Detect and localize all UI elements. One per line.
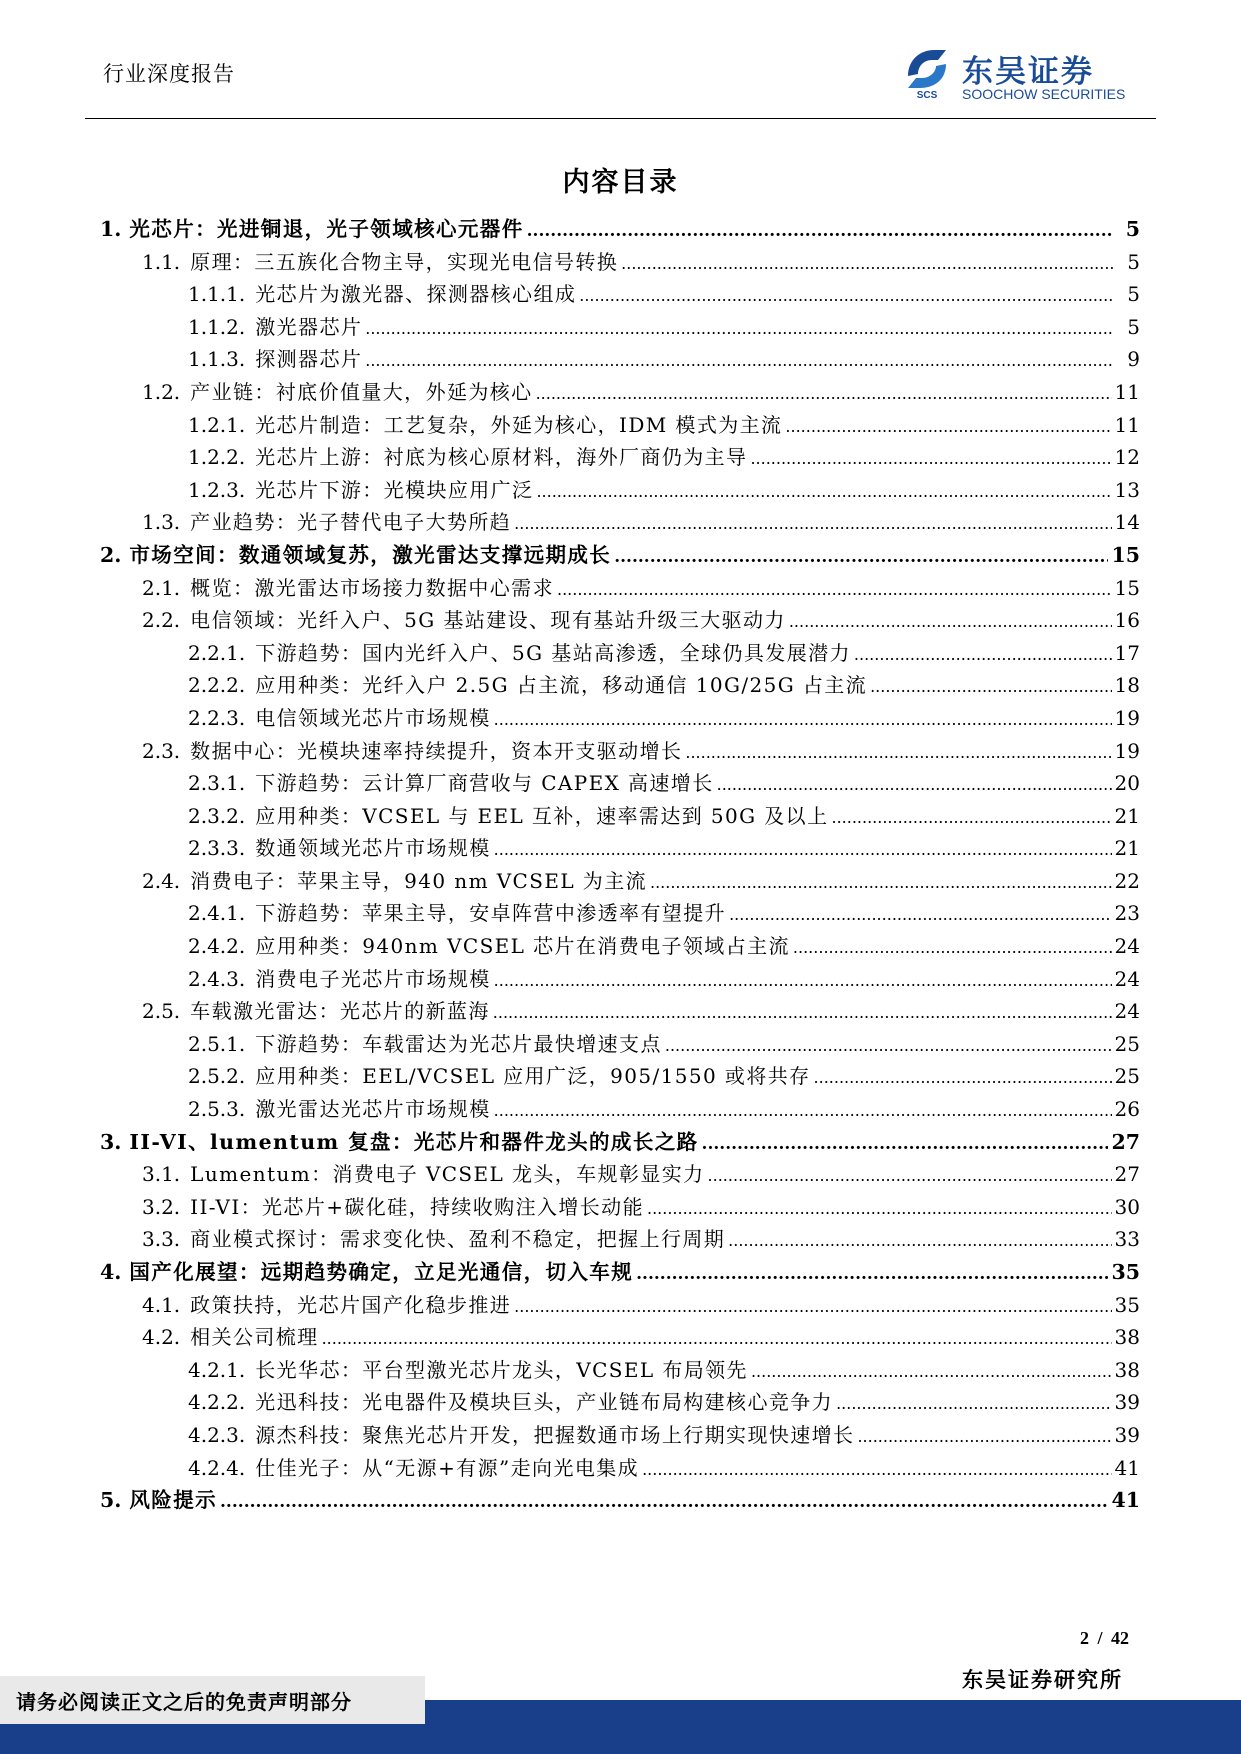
- toc-entry-title: 光芯片为激光器、探测器核心组成: [255, 282, 577, 307]
- toc-leader-dots: [751, 1356, 1112, 1389]
- toc-leader-dots: [789, 606, 1112, 639]
- toc-title: 内容目录: [562, 167, 679, 198]
- toc-entry-number: 4.2.: [142, 1325, 181, 1350]
- toc-entry-number: 4.2.3.: [188, 1422, 246, 1447]
- toc-entry-number: 5.: [100, 1488, 122, 1513]
- toc-entry-title: 风险提示: [129, 1488, 218, 1513]
- toc-entry-number: 1.2.: [142, 379, 181, 404]
- toc-leader-dots: [785, 411, 1111, 444]
- toc-entry-title: 仕佳光子：从“无源+有源”走向光电集成: [255, 1455, 640, 1480]
- toc-entry-number: 3.: [100, 1129, 122, 1154]
- toc-entry-page: 27: [1114, 1162, 1140, 1187]
- toc-leader-dots: [493, 997, 1112, 1030]
- toc-entry[interactable]: [100, 1484, 1140, 1517]
- toc-entry-number: 2.2.3.: [188, 705, 246, 730]
- toc-entry-number: 1.1.3.: [188, 347, 246, 372]
- disclaimer-text: 请务必阅读正文之后的免责声明部分: [16, 1689, 352, 1714]
- toc-entry-title: 电信领域：光纤入户、5G 基站建设、现有基站升级三大驱动力: [190, 608, 786, 633]
- toc-leader-dots: [494, 965, 1112, 998]
- toc-leader-dots: [494, 1095, 1112, 1128]
- toc-entry-number: 4.: [100, 1260, 122, 1284]
- toc-entry-number: 2.5.2.: [188, 1064, 246, 1089]
- toc-leader-dots: [854, 639, 1112, 672]
- toc-entry-number: 3.3.: [142, 1227, 181, 1252]
- toc-entry[interactable]: [100, 409, 1140, 442]
- toc-leader-dots: [365, 313, 1113, 346]
- toc-entry-number: 1.2.1.: [188, 412, 246, 437]
- toc-entry-title: 产业趋势：光子替代电子大势所趋: [190, 510, 512, 535]
- toc-entry-title: 光芯片：光进铜退，光子领域核心元器件: [129, 217, 524, 241]
- toc-entry[interactable]: [100, 963, 1140, 996]
- toc-entry-number: 2.3.1.: [188, 771, 246, 796]
- toc-leader-dots: [322, 1323, 1112, 1356]
- toc-entry-title: 国产化展望：远期趋势确定，立足光通信，切入车规: [129, 1260, 634, 1284]
- toc-entry-title: 下游趋势：国内光纤入户、5G 基站高渗透，全球仍具发展潜力: [255, 640, 851, 665]
- toc-entry[interactable]: [100, 604, 1140, 637]
- logo-chinese-name: 东吴证券: [962, 54, 1094, 90]
- toc-entry[interactable]: [100, 995, 1140, 1028]
- toc-entry-number: 4.2.4.: [188, 1455, 246, 1480]
- toc-entry-page: 19: [1114, 705, 1140, 730]
- company-logo: [902, 46, 1152, 108]
- toc-entry-page: 11: [1114, 379, 1140, 404]
- toc-entry-title: 产业链：衬底价值量大，外延为核心: [190, 379, 533, 404]
- toc-entry-title: 源杰科技：聚焦光芯片开发，把握数通市场上行期实现快速增长: [255, 1422, 855, 1447]
- toc-entry[interactable]: [100, 1126, 1140, 1159]
- toc-entry[interactable]: [100, 767, 1140, 800]
- toc-entry-title: 探测器芯片: [255, 347, 363, 372]
- toc-entry[interactable]: [100, 1093, 1140, 1126]
- toc-leader-dots: [614, 541, 1108, 574]
- toc-entry-title: 数通领域光芯片市场规模: [255, 836, 491, 861]
- toc-entry[interactable]: [100, 1256, 1140, 1289]
- toc-entry[interactable]: [100, 572, 1140, 605]
- toc-entry-title: 市场空间：数通领域复苏，激光雷达支撑远期成长: [129, 542, 612, 567]
- toc-entry-page: 21: [1114, 836, 1140, 861]
- toc-entry[interactable]: [100, 539, 1140, 572]
- toc-entry[interactable]: [100, 1060, 1140, 1093]
- toc-entry-page: 16: [1114, 608, 1140, 633]
- toc-entry-page: 24: [1114, 966, 1140, 991]
- toc-entry-title: 下游趋势：苹果主导，安卓阵营中渗透率有望提升: [255, 901, 727, 926]
- toc-entry-page: 33: [1114, 1227, 1140, 1252]
- toc-leader-dots: [494, 834, 1112, 867]
- toc-entry-number: 2.4.2.: [188, 934, 246, 959]
- toc-entry-page: 25: [1114, 1064, 1140, 1089]
- toc-entry-page: 25: [1114, 1031, 1140, 1056]
- toc-entry[interactable]: [100, 735, 1140, 768]
- toc-entry-number: 2.5.1.: [188, 1031, 246, 1056]
- toc-entry-page: 18: [1114, 673, 1140, 698]
- toc-entry-page: 5: [1125, 217, 1140, 241]
- toc-leader-dots: [793, 932, 1112, 965]
- toc-entry-number: 2.4.3.: [188, 966, 246, 991]
- toc-leader-dots: [642, 1454, 1111, 1487]
- toc-leader-dots: [557, 574, 1112, 607]
- toc-entry-page: 19: [1114, 738, 1140, 763]
- toc-entry[interactable]: [100, 474, 1140, 507]
- toc-entry-page: 24: [1114, 999, 1140, 1024]
- toc-entry-number: 2.3.3.: [188, 836, 246, 861]
- toc-entry-page: 5: [1127, 282, 1140, 307]
- toc-entry-title: Lumentum：消费电子 VCSEL 龙头，车规彰显实力: [190, 1162, 705, 1187]
- toc-entry-title: 光迅科技：光电器件及模块巨头，产业链布局构建核心竞争力: [255, 1390, 834, 1415]
- toc-entry[interactable]: [100, 376, 1140, 409]
- toc-entry-page: 39: [1114, 1422, 1140, 1447]
- toc-entry[interactable]: [100, 1223, 1140, 1256]
- toc-entry-number: 1.1.1.: [188, 282, 246, 307]
- toc-entry-page: 39: [1114, 1390, 1140, 1415]
- header-divider: [85, 118, 1156, 119]
- toc-entry-title: 光芯片制造：工艺复杂，外延为核心，IDM 模式为主流: [255, 412, 783, 437]
- toc-leader-dots: [514, 508, 1111, 541]
- table-of-contents: [100, 213, 1140, 1517]
- toc-entry-page: 17: [1114, 640, 1140, 665]
- toc-entry[interactable]: [100, 441, 1140, 474]
- toc-leader-dots: [536, 378, 1112, 411]
- toc-entry[interactable]: [100, 1419, 1140, 1452]
- toc-entry-number: 3.2.: [142, 1194, 181, 1219]
- toc-entry-number: 2.3.2.: [188, 803, 246, 828]
- toc-entry-title: 光芯片下游：光模块应用广泛: [255, 477, 534, 502]
- toc-entry-page: 13: [1114, 477, 1140, 502]
- header-label: 行业深度报告: [103, 62, 235, 86]
- toc-entry-number: 2.1.: [142, 575, 181, 600]
- toc-entry-page: 22: [1114, 868, 1140, 893]
- logo-english-name: SOOCHOW SECURITIES: [962, 86, 1126, 102]
- toc-entry[interactable]: [100, 865, 1140, 898]
- toc-entry[interactable]: [100, 1386, 1140, 1419]
- toc-entry-number: 2.4.: [142, 868, 181, 893]
- toc-entry-title: 下游趋势：云计算厂商营收与 CAPEX 高速增长: [255, 771, 714, 796]
- toc-entry[interactable]: [100, 669, 1140, 702]
- toc-entry[interactable]: [100, 832, 1140, 865]
- scs-logo-icon: [902, 46, 952, 100]
- toc-entry-page: 30: [1114, 1194, 1140, 1219]
- toc-entry-title: 车载激光雷达：光芯片的新蓝海: [190, 999, 490, 1024]
- toc-entry-number: 1.2.3.: [188, 477, 246, 502]
- toc-entry-title: 相关公司梳理: [190, 1325, 319, 1350]
- toc-entry[interactable]: [100, 800, 1140, 833]
- toc-entry-page: 12: [1114, 445, 1140, 470]
- toc-entry-title: II-VI、lumentum 复盘：光芯片和器件龙头的成长之路: [129, 1129, 699, 1154]
- toc-entry-number: 2.2.: [142, 608, 181, 633]
- toc-entry[interactable]: [100, 1028, 1140, 1061]
- toc-entry[interactable]: [100, 1289, 1140, 1322]
- toc-leader-dots: [870, 671, 1111, 704]
- toc-entry[interactable]: [100, 930, 1140, 963]
- toc-entry-title: 应用种类：EEL/VCSEL 应用广泛，905/1550 或将共存: [255, 1064, 811, 1089]
- toc-entry-page: 15: [1111, 542, 1140, 567]
- toc-entry-page: 24: [1114, 934, 1140, 959]
- toc-entry-title: 原理：三五族化合物主导，实现光电信号转换: [190, 249, 619, 274]
- toc-entry[interactable]: [100, 1158, 1140, 1191]
- toc-entry-title: 消费电子光芯片市场规模: [255, 966, 491, 991]
- disclaimer-notice: [0, 1676, 425, 1724]
- toc-leader-dots: [665, 1030, 1112, 1063]
- toc-entry-number: 1.2.2.: [188, 445, 246, 470]
- toc-entry-title: II-VI：光芯片+碳化硅，持续收购注入增长动能: [190, 1194, 644, 1219]
- toc-entry-page: 5: [1127, 314, 1140, 339]
- toc-entry-title: 电信领域光芯片市场规模: [255, 705, 491, 730]
- toc-entry[interactable]: [100, 246, 1140, 279]
- toc-entry[interactable]: [100, 702, 1140, 735]
- toc-entry-page: 38: [1114, 1325, 1140, 1350]
- toc-entry-page: 38: [1114, 1357, 1140, 1382]
- toc-entry-page: 9: [1127, 347, 1140, 372]
- toc-entry-page: 27: [1111, 1129, 1140, 1154]
- toc-entry-number: 2.5.: [142, 999, 181, 1024]
- toc-entry-number: 2.3.: [142, 738, 181, 763]
- toc-leader-dots: [494, 704, 1112, 737]
- toc-entry-title: 概览：激光雷达市场接力数据中心需求: [190, 575, 554, 600]
- toc-entry[interactable]: [100, 1321, 1140, 1354]
- toc-entry-number: 3.1.: [142, 1162, 181, 1187]
- toc-entry-number: 4.2.2.: [188, 1390, 246, 1415]
- toc-leader-dots: [729, 899, 1111, 932]
- toc-entry-number: 1.3.: [142, 510, 181, 535]
- toc-entry[interactable]: [100, 311, 1140, 344]
- toc-entry-title: 应用种类：光纤入户 2.5G 占主流，移动通信 10G/25G 占主流: [255, 673, 868, 698]
- page-indicator: 2 / 42: [1080, 1628, 1130, 1648]
- toc-entry-number: 1.: [100, 217, 122, 241]
- toc-leader-dots: [836, 1388, 1111, 1421]
- toc-entry[interactable]: [100, 278, 1140, 311]
- toc-entry[interactable]: [100, 343, 1140, 376]
- toc-leader-dots: [527, 215, 1113, 248]
- logo-mark-text: SCS: [916, 90, 938, 100]
- toc-entry-title: 政策扶持，光芯片国产化稳步推进: [190, 1292, 512, 1317]
- toc-entry-number: 1.1.: [142, 249, 181, 274]
- footer-institute: 东吴证券研究所: [962, 1667, 1123, 1692]
- toc-entry-title: 应用种类：940nm VCSEL 芯片在消费电子领域占主流: [255, 934, 790, 959]
- toc-leader-dots: [728, 1225, 1111, 1258]
- toc-entry-number: 2.: [100, 542, 122, 567]
- toc-leader-dots: [647, 1193, 1112, 1226]
- toc-leader-dots: [708, 1160, 1112, 1193]
- toc-leader-dots: [750, 443, 1111, 476]
- toc-leader-dots: [365, 345, 1113, 378]
- toc-leader-dots: [536, 476, 1111, 509]
- toc-entry-number: 2.4.1.: [188, 901, 246, 926]
- toc-entry-title: 激光器芯片: [255, 314, 363, 339]
- toc-leader-dots: [831, 802, 1111, 835]
- toc-leader-dots: [220, 1486, 1108, 1519]
- toc-entry-number: 4.2.1.: [188, 1357, 246, 1382]
- toc-entry-page: 35: [1114, 1292, 1140, 1317]
- toc-entry-title: 应用种类：VCSEL 与 EEL 互补，速率需达到 50G 及以上: [255, 803, 829, 828]
- toc-entry-title: 商业模式探讨：需求变化快、盈利不稳定，把握上行周期: [190, 1227, 726, 1252]
- toc-entry-number: 2.2.2.: [188, 673, 246, 698]
- toc-entry-title: 光芯片上游：衬底为核心原材料，海外厂商仍为主导: [255, 445, 748, 470]
- toc-entry-title: 长光华芯：平台型激光芯片龙头，VCSEL 布局领先: [255, 1357, 748, 1382]
- toc-entry[interactable]: [100, 506, 1140, 539]
- toc-entry-number: 4.1.: [142, 1292, 181, 1317]
- toc-entry[interactable]: [100, 897, 1140, 930]
- toc-leader-dots: [650, 867, 1112, 900]
- toc-entry-title: 消费电子：苹果主导，940 nm VCSEL 为主流: [190, 868, 647, 893]
- toc-entry-number: 2.2.1.: [188, 640, 246, 665]
- toc-leader-dots: [685, 737, 1111, 770]
- toc-entry-number: 1.1.2.: [188, 314, 246, 339]
- toc-entry-page: 5: [1127, 249, 1140, 274]
- toc-entry[interactable]: [100, 1452, 1140, 1485]
- toc-entry-page: 21: [1114, 803, 1140, 828]
- toc-entry-title: 下游趋势：车载雷达为光芯片最快增速支点: [255, 1031, 662, 1056]
- toc-entry[interactable]: [100, 637, 1140, 670]
- toc-leader-dots: [857, 1421, 1111, 1454]
- toc-entry-page: 41: [1114, 1455, 1140, 1480]
- toc-entry-number: 2.5.3.: [188, 1097, 246, 1122]
- toc-leader-dots: [636, 1258, 1108, 1291]
- toc-entry[interactable]: [100, 1354, 1140, 1387]
- toc-entry-page: 41: [1111, 1488, 1140, 1513]
- toc-leader-dots: [621, 248, 1113, 281]
- toc-leader-dots: [717, 769, 1112, 802]
- toc-entry-page: 26: [1114, 1097, 1140, 1122]
- toc-entry[interactable]: [100, 213, 1140, 246]
- toc-entry-page: 35: [1111, 1260, 1140, 1284]
- toc-entry-page: 11: [1114, 412, 1140, 437]
- toc-entry-page: 23: [1114, 901, 1140, 926]
- toc-entry[interactable]: [100, 1191, 1140, 1224]
- toc-leader-dots: [702, 1128, 1109, 1161]
- toc-leader-dots: [514, 1291, 1111, 1324]
- toc-entry-page: 20: [1114, 771, 1140, 796]
- toc-entry-page: 14: [1114, 510, 1140, 535]
- toc-entry-page: 15: [1114, 575, 1140, 600]
- toc-entry-title: 激光雷达光芯片市场规模: [255, 1097, 491, 1122]
- toc-leader-dots: [814, 1062, 1112, 1095]
- toc-entry-title: 数据中心：光模块速率持续提升，资本开支驱动增长: [190, 738, 683, 763]
- toc-leader-dots: [579, 280, 1113, 313]
